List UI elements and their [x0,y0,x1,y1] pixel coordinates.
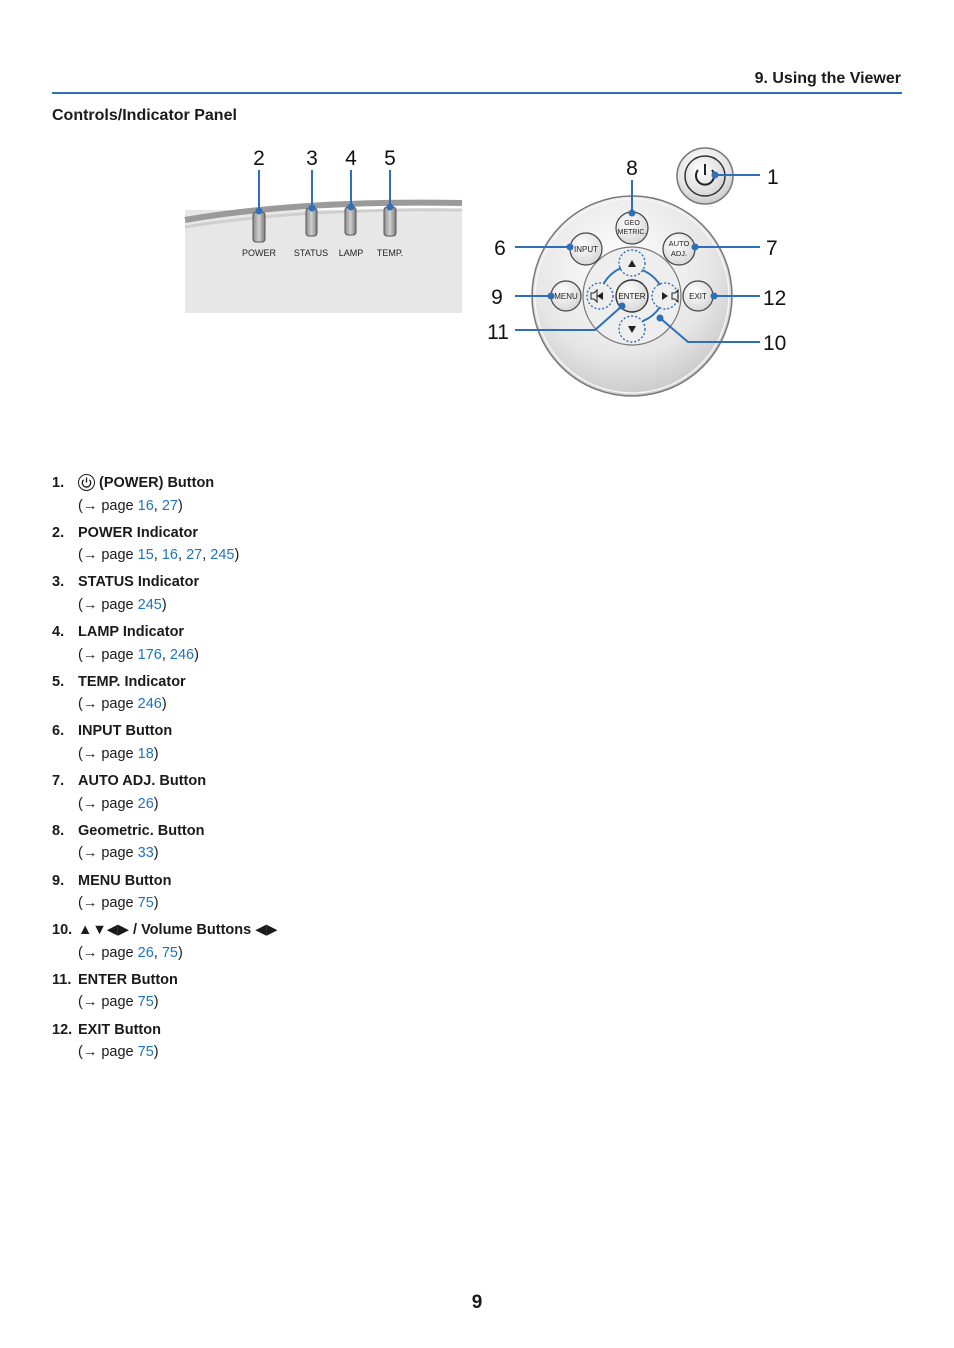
exit-button[interactable] [683,281,713,311]
page-reference [78,942,183,965]
page-reference [78,693,167,716]
reference-prefix: (→ page [78,696,138,713]
page-link[interactable]: 33 [137,845,154,862]
item-title [78,571,199,594]
reference-suffix: ) [153,745,159,762]
reference-suffix: ) [161,696,167,713]
callout-1: 1 [767,166,779,189]
page-reference [78,842,159,865]
item-title-text: ▲▼◀▶ / Volume Buttons ◀▶ [78,922,278,939]
enter-label: ENTER [618,292,646,301]
callout-11: 11 [487,321,509,344]
reference-prefix: (→ page [78,745,138,762]
item-title [78,820,204,843]
item-number: 10. [52,922,73,939]
page-link[interactable]: 246 [169,646,195,663]
item-number: 1. [52,475,65,491]
power-indicator-led [253,212,265,242]
item-title-text: ENTER Button [78,971,178,988]
reference-suffix: ) [153,845,159,862]
page-link[interactable]: 245 [210,547,235,564]
page-reference [78,892,159,915]
page-reference [78,594,167,617]
callout-6: 6 [494,237,506,260]
reference-suffix: ) [153,994,159,1011]
reference-separator: , [178,547,187,564]
item-number: 12. [52,1021,73,1038]
menu-label: MENU [554,292,578,301]
item-title-text: (POWER) Button [99,475,215,491]
item-title [78,621,184,644]
indicator-panel-body [185,210,462,313]
callout-12: 12 [763,287,787,310]
reference-prefix: (→ page [78,646,138,663]
page-number: 9 [471,1292,483,1313]
status-indicator-led [306,208,317,236]
reference-separator: , [153,497,162,514]
power-indicator-label: POWER [241,248,277,258]
page-link[interactable]: 75 [161,944,178,961]
page-link[interactable]: 75 [137,1044,154,1061]
callout-3: 3 [306,147,318,170]
item-title-text: MENU Button [78,872,172,889]
callout-5: 5 [384,147,396,170]
item-title-text: EXIT Button [78,1021,161,1038]
callout-7: 7 [766,237,778,260]
temp-indicator-led [384,207,396,236]
item-title-text: INPUT Button [78,723,173,740]
item-number: 2. [52,524,65,541]
page-link[interactable]: 26 [137,944,154,961]
geometric-label-line1: GEO [624,220,640,227]
reference-suffix: ) [178,497,183,514]
input-button[interactable] [570,233,602,265]
page-link[interactable]: 75 [137,895,154,911]
item-title [78,919,278,942]
reference-separator: , [153,944,162,961]
status-indicator-label: STATUS [293,248,329,258]
reference-suffix: ) [194,646,199,663]
reference-suffix: ) [153,795,159,812]
item-number: 4. [52,624,65,641]
callout-8: 8 [626,157,638,180]
exit-label: EXIT [689,292,707,301]
geometric-label-line2: METRIC. [617,229,647,236]
reference-suffix: ) [153,1044,159,1061]
item-title-text: LAMP Indicator [78,624,185,641]
auto-adj-button[interactable] [663,233,695,265]
reference-prefix: (→ page [78,944,138,961]
item-number: 6. [52,723,65,740]
reference-suffix: ) [178,944,183,961]
item-title [78,969,178,992]
page-link[interactable]: 27 [186,547,203,564]
item-title [78,720,172,743]
item-number: 5. [52,673,65,690]
page-link[interactable]: 75 [137,994,154,1011]
item-title [78,522,198,545]
page-link[interactable]: 16 [161,547,178,564]
item-title-text: AUTO ADJ. Button [78,773,207,790]
item-title-text: STATUS Indicator [78,574,200,591]
indicator-panel [185,203,462,313]
page-reference [78,495,183,518]
temp-indicator-label: TEMP. [376,248,404,258]
page-link[interactable]: 27 [161,497,178,514]
callout-2: 2 [253,147,265,170]
reference-prefix: (→ page [78,596,138,613]
page-link[interactable]: 245 [137,596,162,613]
reference-prefix: (→ page [78,994,138,1011]
reference-prefix: (→ page [78,497,138,514]
reference-prefix: (→ page [78,547,138,564]
reference-suffix: ) [153,895,159,911]
page-link[interactable]: 26 [137,795,154,812]
item-number: 9. [52,872,65,889]
callout-9: 9 [491,286,503,309]
reference-suffix: ) [234,547,240,564]
item-title-text: TEMP. Indicator [78,673,186,690]
item-number: 7. [52,773,65,790]
item-title [78,770,206,793]
item-title-text: POWER Indicator [78,524,199,541]
page-reference [78,743,159,766]
page-reference [78,793,159,816]
page-reference [78,991,159,1014]
item-title [78,1019,161,1042]
input-label: INPUT [574,245,598,254]
item-number: 11. [52,971,72,988]
item-title [78,870,171,893]
page-link[interactable]: 176 [137,646,162,663]
item-title-text: Geometric. Button [78,822,205,839]
control-panel-figure [0,0,954,420]
reference-separator: , [202,547,211,564]
page-reference [78,644,199,667]
item-number: 3. [52,574,65,591]
item-title [78,671,186,694]
item-number: 8. [52,822,65,839]
reference-separator: , [161,646,170,663]
page-link[interactable]: 246 [137,696,162,713]
item-title [78,472,214,495]
geometric-button[interactable] [616,212,648,244]
page-reference [78,544,239,567]
reference-suffix: ) [161,596,167,613]
control-pad [532,196,732,396]
page-link[interactable]: 15 [137,547,154,564]
chapter-heading: 9. Using the Viewer [754,70,901,87]
auto-adj-label-line1: AUTO [668,239,690,248]
reference-prefix: (→ page [78,795,138,812]
section-title: Controls/Indicator Panel [52,107,237,124]
reference-prefix: (→ page [78,845,138,862]
power-icon [78,474,95,491]
reference-separator: , [153,547,162,564]
reference-prefix: (→ page [78,895,138,911]
callout-4: 4 [345,147,357,170]
page-reference [78,1041,159,1064]
callout-10: 10 [763,332,787,355]
reference-prefix: (→ page [78,1044,138,1061]
auto-adj-label-line2: ADJ. [670,249,688,258]
lamp-indicator-label: LAMP [338,248,364,258]
page-link[interactable]: 16 [137,497,154,514]
lamp-indicator-led [345,207,356,235]
menu-button[interactable] [551,281,581,311]
page-link[interactable]: 18 [137,745,154,762]
